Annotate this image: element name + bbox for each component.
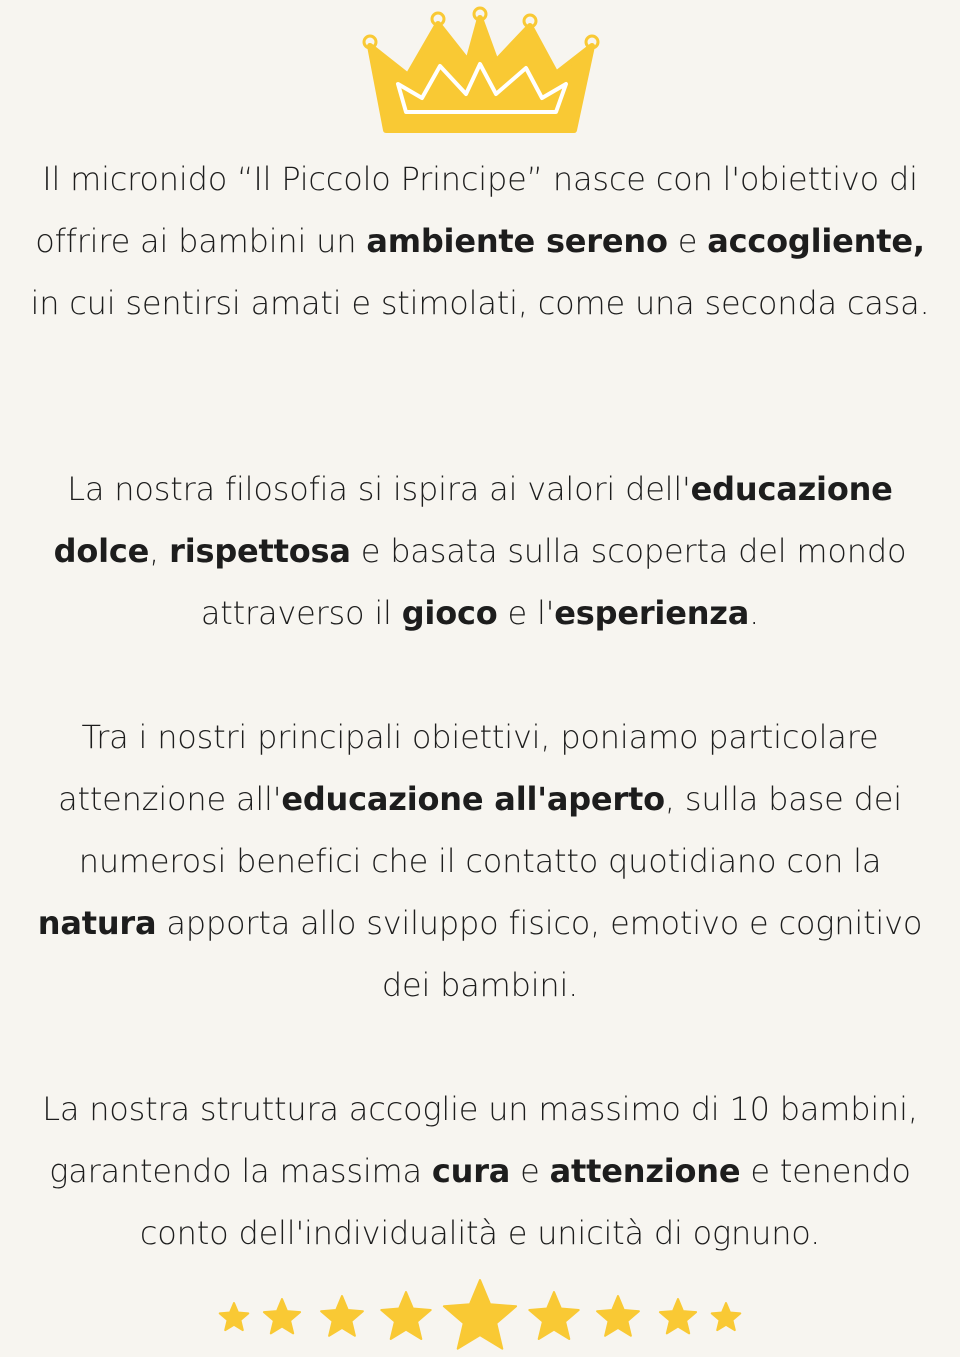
highlight-text: ambiente sereno <box>366 222 668 260</box>
star-icon <box>264 1299 300 1333</box>
highlight-text: gioco <box>401 594 498 632</box>
crown-icon <box>360 4 600 138</box>
star-icon <box>220 1303 249 1330</box>
star-icon <box>444 1280 516 1349</box>
highlight-text: educazione all'aperto <box>281 780 665 818</box>
highlight-text: natura <box>37 904 157 942</box>
star-icon <box>381 1292 430 1339</box>
highlight-text: rispettosa <box>169 532 351 570</box>
highlight-text: attenzione <box>549 1152 741 1190</box>
highlight-text: esperienza <box>554 594 750 632</box>
body-text: e <box>510 1152 550 1190</box>
structure-paragraph <box>30 1078 930 1264</box>
body-text: e l' <box>497 594 555 632</box>
body-text: Il micronido “Il Piccolo Principe” nasce con l'obiettivo di offrire ai bambini un <box>35 160 918 260</box>
intro-paragraph <box>30 148 930 334</box>
star-icon <box>321 1296 363 1336</box>
star-icon <box>660 1299 696 1333</box>
highlight-text: accogliente, <box>707 222 925 260</box>
star-icon <box>597 1296 639 1336</box>
body-text: . <box>749 594 760 632</box>
highlight-text: educazione dolce <box>53 470 893 570</box>
body-text: La nostra struttura accoglie un massimo di 10 bambini, garantendo la massima <box>42 1090 918 1190</box>
star-icon <box>529 1292 578 1339</box>
body-text: apporta allo sviluppo fisico, emotivo e cognitivo dei bambini. <box>156 904 923 1004</box>
star-icon <box>712 1303 741 1330</box>
body-text: Tra i nostri principali obiettivi, poniamo particolare attenzione all' <box>58 718 879 818</box>
highlight-text: cura <box>431 1152 511 1190</box>
body-text: , <box>149 532 170 570</box>
body-text: , sulla base dei numerosi benefici che il contatto quotidiano con la <box>78 780 902 880</box>
body-text: e <box>667 222 708 260</box>
body-text: e tenendo conto dell'individualità e unicità di ognuno. <box>139 1152 911 1252</box>
body-text: e basata sulla scoperta del mondo attraverso il <box>200 532 907 632</box>
body-text: in cui sentirsi amati e stimolati, come una seconda casa. <box>30 284 930 322</box>
stars-row <box>210 1276 750 1356</box>
objectives-paragraph <box>30 706 930 1016</box>
body-text: La nostra filosofia si ispira ai valori dell' <box>67 470 691 508</box>
philosophy-paragraph <box>30 458 930 644</box>
